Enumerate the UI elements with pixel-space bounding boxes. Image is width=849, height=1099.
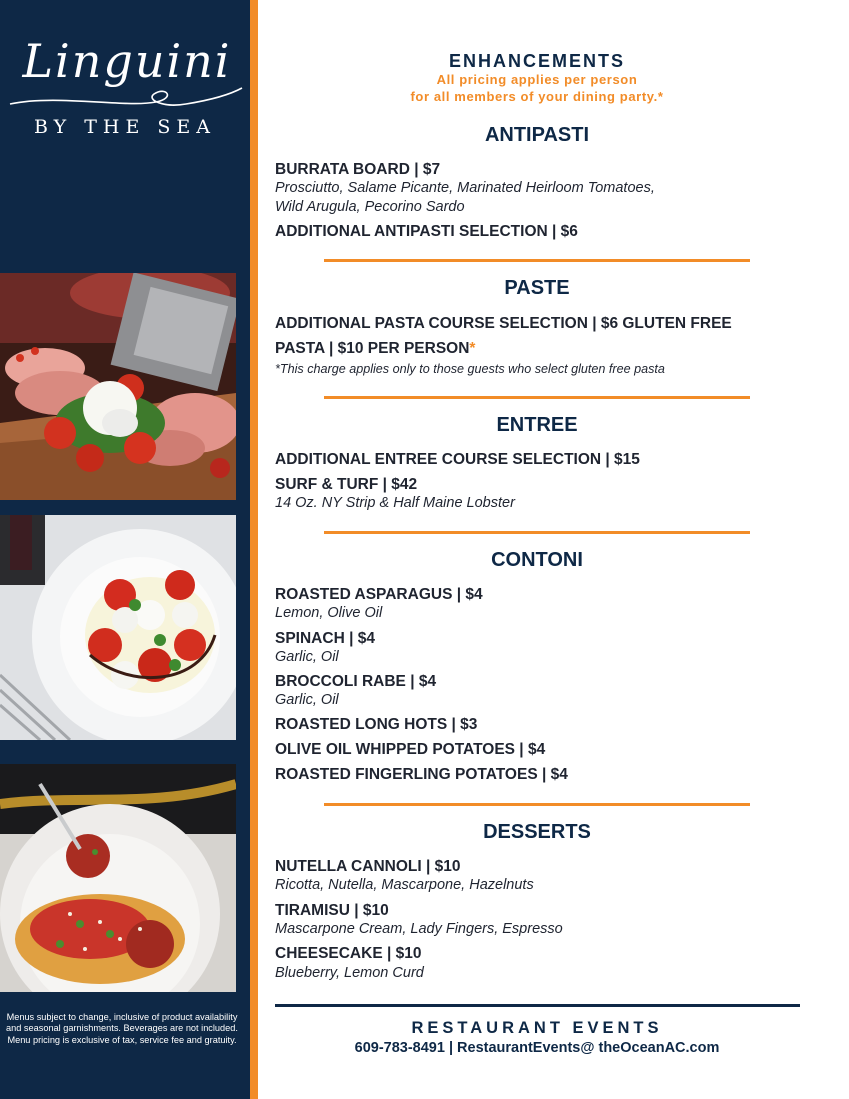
- section-title-desserts: DESSERTS: [483, 821, 591, 843]
- menu-item-description: Garlic, Oil: [275, 692, 339, 708]
- asterisk-marker: *: [469, 340, 476, 357]
- menu-item-name: ADDITIONAL ENTREE COURSE SELECTION | $15: [275, 451, 640, 468]
- sidebar: [0, 0, 250, 1099]
- menu-content: [258, 0, 849, 1099]
- menu-item-description: Ricotta, Nutella, Mascarpone, Hazelnuts: [275, 877, 534, 893]
- section-divider: [324, 803, 750, 806]
- enhancements-title: ENHANCEMENTS: [448, 51, 625, 71]
- spaghetti-meatball-photo: [0, 764, 236, 992]
- menu-item-name-text: PASTA | $10 PER PERSON: [275, 340, 470, 357]
- brand-logo: [0, 20, 250, 150]
- gluten-free-note: *This charge applies only to those guests who select gluten free pasta: [275, 362, 665, 376]
- menu-item-name: TIRAMISU | $10: [275, 902, 389, 919]
- enhancements-subtitle-line1: All pricing applies per person: [436, 72, 638, 87]
- menu-item-name: CHEESECAKE | $10: [275, 945, 422, 962]
- section-title-contoni: CONTONI: [491, 549, 583, 571]
- section-divider: [324, 259, 750, 262]
- menu-item-name: ROASTED ASPARAGUS | $4: [275, 586, 483, 603]
- menu-item-name: BROCCOLI RABE | $4: [275, 673, 437, 690]
- enhancements-subtitle-line2: for all members of your dining party.*: [410, 88, 664, 104]
- footer-divider: [275, 1004, 800, 1007]
- menu-disclaimer: Menus subject to change, inclusive of product availability and seasonal garnishments. Beverages are not included. Menu pricing is exclusive of tax, service fee and gratuity.: [6, 1012, 238, 1045]
- menu-item-description: Wild Arugula, Pecorino Sardo: [275, 199, 465, 215]
- logo-subtitle: BY THE SEA: [34, 116, 216, 138]
- section-title-paste: PASTE: [504, 277, 570, 299]
- menu-item-description: Garlic, Oil: [275, 649, 339, 665]
- enhancements-subtitle: [258, 72, 816, 105]
- menu-item-name: BURRATA BOARD | $7: [275, 161, 441, 178]
- menu-item-description: Prosciutto, Salame Picante, Marinated Heirloom Tomatoes,: [275, 180, 655, 196]
- restaurant-events-title: RESTAURANT EVENTS: [411, 1019, 663, 1037]
- menu-item-name: ADDITIONAL PASTA COURSE SELECTION | $6 GLUTEN FREE: [275, 315, 732, 332]
- menu-item-description: 14 Oz. NY Strip & Half Maine Lobster: [275, 495, 515, 511]
- menu-item-description: Blueberry, Lemon Curd: [275, 965, 424, 981]
- section-divider: [324, 531, 750, 534]
- caprese-salad-photo: [0, 515, 236, 740]
- menu-item-name: ADDITIONAL ANTIPASTI SELECTION | $6: [275, 223, 578, 240]
- burrata-board-photo: [0, 273, 236, 500]
- restaurant-events-contact: 609-783-8491 | RestaurantEvents@ theOceanAC.com: [354, 1040, 720, 1056]
- menu-item-name: SPINACH | $4: [275, 630, 375, 647]
- section-title-entree: ENTREE: [496, 414, 578, 436]
- menu-item-name: SURF & TURF | $42: [275, 476, 418, 493]
- section-title-antipasti: ANTIPASTI: [484, 124, 590, 146]
- menu-item-name: ROASTED LONG HOTS | $3: [275, 716, 478, 733]
- menu-item-name: [275, 340, 835, 358]
- menu-item-name: OLIVE OIL WHIPPED POTATOES | $4: [275, 741, 546, 758]
- menu-item-name: ROASTED FINGERLING POTATOES | $4: [275, 766, 568, 783]
- logo-script-text: Linguini: [22, 34, 232, 88]
- menu-item-description: Mascarpone Cream, Lady Fingers, Espresso: [275, 921, 563, 937]
- menu-item-name: NUTELLA CANNOLI | $10: [275, 858, 461, 875]
- logo-swoosh-icon: [6, 64, 246, 114]
- orange-accent-strip: [250, 0, 258, 1099]
- section-divider: [324, 396, 750, 399]
- menu-item-description: Lemon, Olive Oil: [275, 605, 383, 621]
